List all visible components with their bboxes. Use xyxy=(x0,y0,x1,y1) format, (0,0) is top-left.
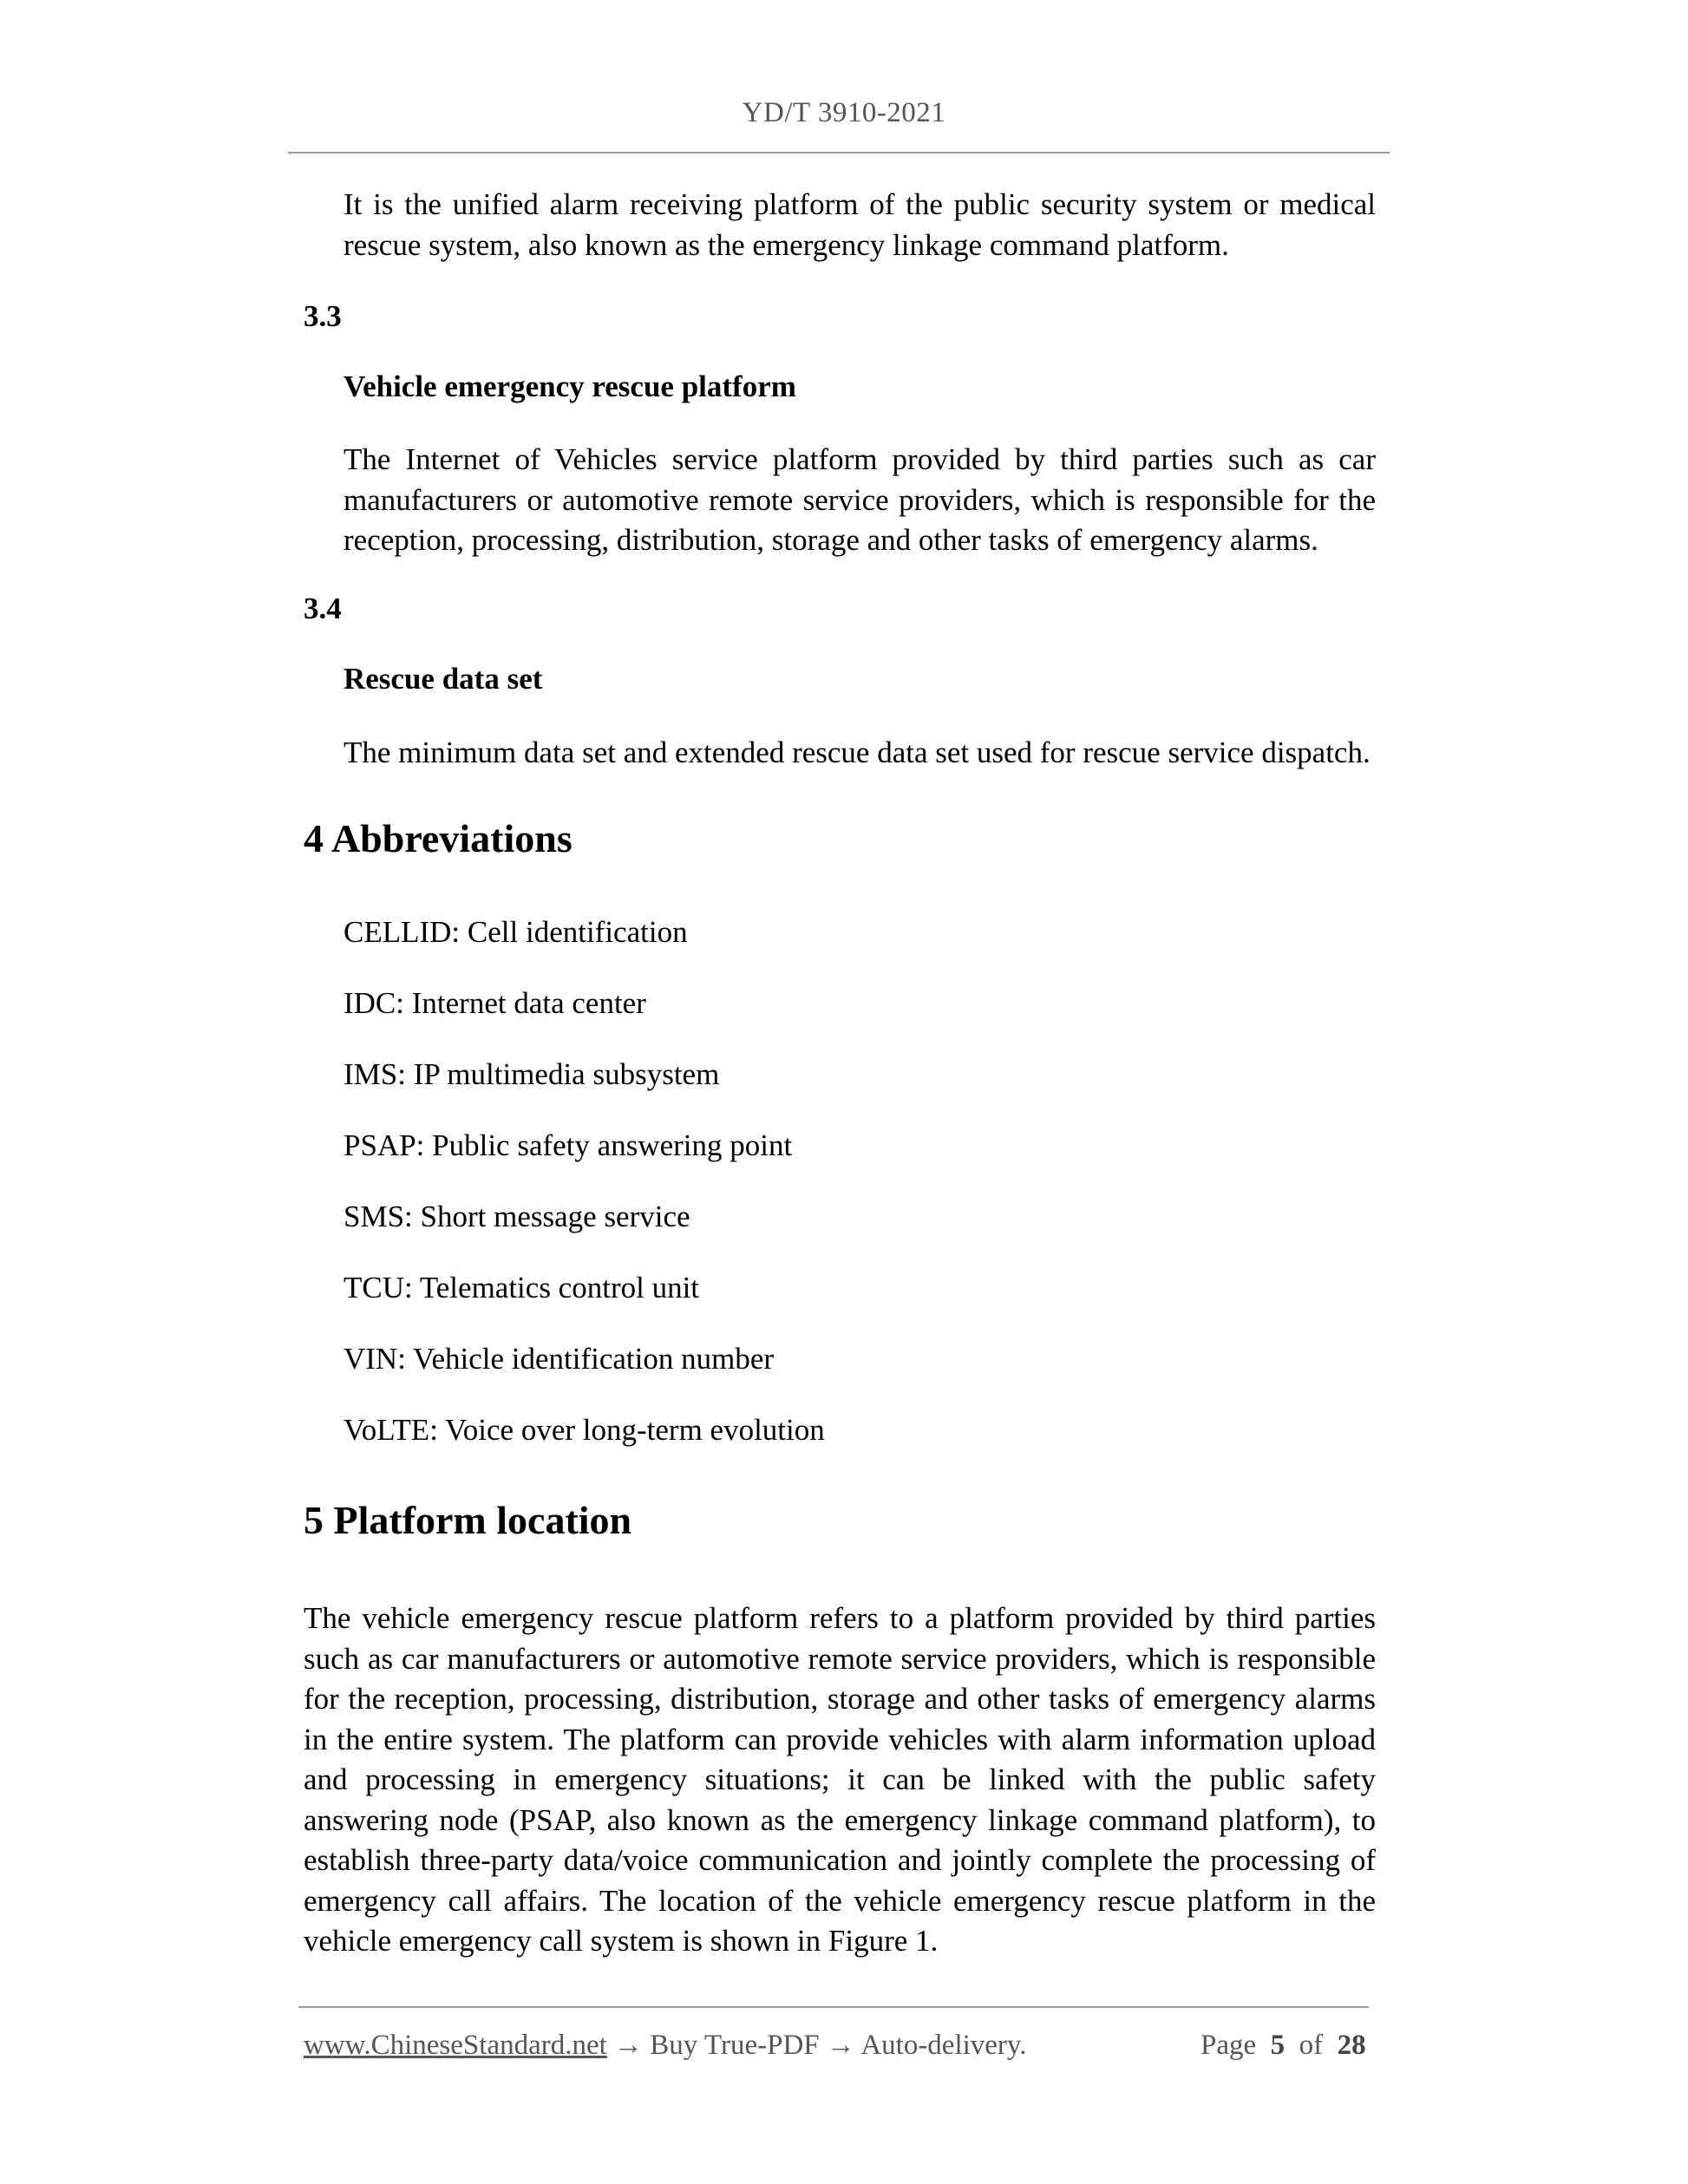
definition-3-3: The Internet of Vehicles service platform provided by third parties such as car manufacturers or automotive remote service providers, which is responsible for the reception, processing, distribution, storage and other tasks of emergency alarms. xyxy=(343,442,1376,557)
footer-divider xyxy=(298,2006,1369,2008)
of-label: of xyxy=(1299,2030,1324,2061)
abbreviation-item: IMS: IP multimedia subsystem xyxy=(343,1057,720,1091)
page-label: Page xyxy=(1201,2030,1257,2061)
page-indicator xyxy=(1201,2030,1366,2062)
abbreviation-item: CELLID: Cell identification xyxy=(343,915,688,949)
section-5-body: The vehicle emergency rescue platform refers to a platform provided by third parties such as car manufacturers or automotive remote service providers, which is responsible for the reception, processing, distribution, storage and other tasks of emergency alarms in the entire system. The platform can provide vehicles with alarm information upload and processing in emergency situations; it can be linked with the public safety answering node (PSAP, also known as the emergency linkage command platform), to establish three-party data/voice communication and jointly complete the processing of emergency call affairs. The location of the vehicle emergency rescue platform in the vehicle emergency call system is shown in Figure 1. xyxy=(304,1601,1376,1958)
arrow-icon: → xyxy=(826,2030,855,2061)
section-5-title: 5 Platform location xyxy=(304,1498,632,1542)
definition-3-4: The minimum data set and extended rescue data set used for rescue service dispatch. xyxy=(343,736,1371,769)
arrow-icon: → xyxy=(614,2030,644,2061)
header-divider xyxy=(288,152,1390,154)
abbreviation-item: SMS: Short message service xyxy=(343,1200,690,1233)
abbreviation-item: VIN: Vehicle identification number xyxy=(343,1342,775,1376)
footer-links xyxy=(304,2030,1027,2062)
term-3-3: Vehicle emergency rescue platform xyxy=(343,369,796,403)
abbreviation-item: IDC: Internet data center xyxy=(343,986,646,1020)
website-link[interactable]: www.ChineseStandard.net xyxy=(304,2030,607,2061)
section-4-title: 4 Abbreviations xyxy=(304,816,572,860)
abbreviation-item: VoLTE: Voice over long-term evolution xyxy=(343,1413,825,1447)
clause-number-3-4: 3.4 xyxy=(304,592,342,625)
buy-pdf-text: Buy True-PDF xyxy=(650,2030,820,2061)
header-doc-id: YD/T 3910-2021 xyxy=(742,97,946,128)
term-3-4: Rescue data set xyxy=(343,662,543,696)
clause-number-3-3: 3.3 xyxy=(304,299,342,333)
auto-delivery-text: Auto-delivery. xyxy=(860,2030,1027,2061)
page-total: 28 xyxy=(1337,2030,1366,2061)
abbreviation-item: TCU: Telematics control unit xyxy=(343,1271,700,1305)
page-number: 5 xyxy=(1270,2030,1286,2061)
definition-3-2: It is the unified alarm receiving platform of the public security system or medical rescue system, also known as the emergency linkage command platform. xyxy=(343,187,1376,262)
abbreviation-item: PSAP: Public safety answering point xyxy=(343,1128,793,1162)
